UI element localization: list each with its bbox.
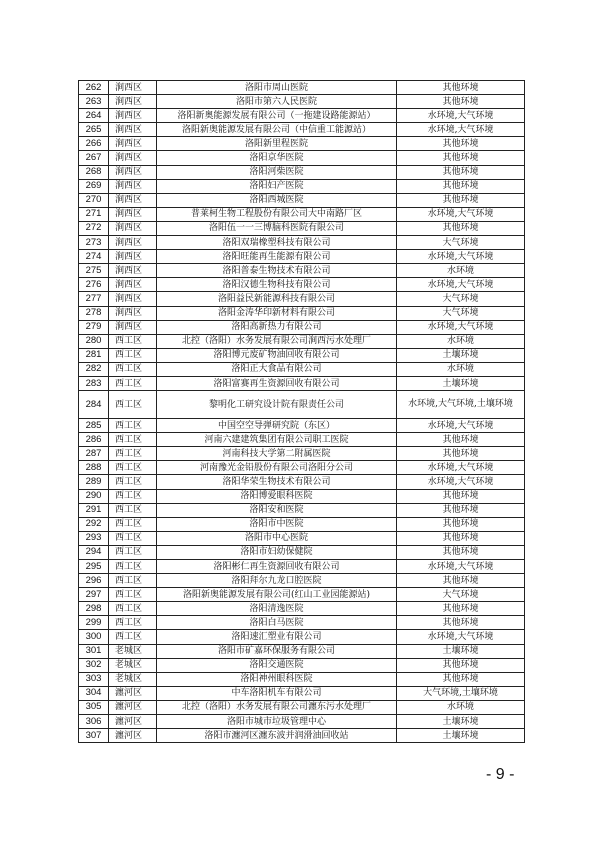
enterprise-name-cell: 北控（洛阳）水务发展有限公司瀍东污水处理厂 — [157, 700, 397, 714]
environment-type-cell: 其他环境 — [397, 137, 525, 151]
environment-type-cell: 土壤环境 — [397, 348, 525, 362]
row-number: 269 — [79, 179, 109, 193]
district-cell: 西工区 — [109, 334, 157, 348]
table-row — [79, 193, 525, 207]
row-number: 297 — [79, 588, 109, 602]
table-row — [79, 292, 525, 306]
enterprise-name-cell: 洛阳博元废矿物油回收有限公司 — [157, 348, 397, 362]
table-row — [79, 461, 525, 475]
district-cell: 西工区 — [109, 433, 157, 447]
environment-type-cell: 其他环境 — [397, 616, 525, 630]
enterprise-name-cell: 洛阳旺能再生能源有限公司 — [157, 250, 397, 264]
enterprise-name-cell: 洛阳白马医院 — [157, 616, 397, 630]
enterprise-name-cell: 河南豫光金铅股份有限公司洛阳分公司 — [157, 461, 397, 475]
enterprise-name-cell: 洛阳博爱眼科医院 — [157, 489, 397, 503]
row-number: 286 — [79, 433, 109, 447]
table-row — [79, 81, 525, 95]
row-number: 262 — [79, 81, 109, 95]
table-row — [79, 165, 525, 179]
district-cell: 西工区 — [109, 475, 157, 489]
district-cell: 西工区 — [109, 560, 157, 574]
table-row — [79, 531, 525, 545]
table-row — [79, 686, 525, 700]
environment-type-cell: 水环境,大气环境 — [397, 630, 525, 644]
enterprise-name-cell: 洛阳拜尔九龙口腔医院 — [157, 574, 397, 588]
district-cell: 涧西区 — [109, 123, 157, 137]
table-row — [79, 616, 525, 630]
district-cell: 西工区 — [109, 348, 157, 362]
enterprise-name-cell: 洛阳河柴医院 — [157, 165, 397, 179]
environment-type-cell: 其他环境 — [397, 672, 525, 686]
district-cell: 西工区 — [109, 545, 157, 559]
table-row — [79, 545, 525, 559]
table-row — [79, 278, 525, 292]
district-cell: 西工区 — [109, 362, 157, 376]
enterprise-name-cell: 洛阳妇产医院 — [157, 179, 397, 193]
environment-type-cell: 水环境,大气环境 — [397, 278, 525, 292]
row-number: 289 — [79, 475, 109, 489]
enterprise-name-cell: 洛阳伍一一三博脑科医院有限公司 — [157, 221, 397, 235]
environment-type-cell: 水环境,大气环境 — [397, 250, 525, 264]
district-cell: 瀍河区 — [109, 715, 157, 729]
row-number: 272 — [79, 221, 109, 235]
environment-type-cell: 水环境,大气环境 — [397, 207, 525, 221]
environment-type-cell: 其他环境 — [397, 193, 525, 207]
district-cell: 西工区 — [109, 517, 157, 531]
row-number: 270 — [79, 193, 109, 207]
enterprise-name-cell: 洛阳新奥能源发展有限公司（一拖建设路能源站） — [157, 109, 397, 123]
row-number: 293 — [79, 531, 109, 545]
environment-type-cell: 大气环境 — [397, 292, 525, 306]
table-row — [79, 179, 525, 193]
table-row — [79, 334, 525, 348]
enterprise-name-cell: 洛阳安和医院 — [157, 503, 397, 517]
row-number: 304 — [79, 686, 109, 700]
row-number: 295 — [79, 560, 109, 574]
table-row — [79, 221, 525, 235]
district-cell: 西工区 — [109, 376, 157, 390]
table-row — [79, 560, 525, 574]
district-cell: 西工区 — [109, 574, 157, 588]
table-row — [79, 362, 525, 376]
enterprise-name-cell: 洛阳市周山医院 — [157, 81, 397, 95]
environment-type-cell: 大气环境 — [397, 306, 525, 320]
environment-type-cell: 其他环境 — [397, 503, 525, 517]
district-cell: 涧西区 — [109, 264, 157, 278]
row-number: 266 — [79, 137, 109, 151]
environment-type-cell: 土壤环境 — [397, 644, 525, 658]
row-number: 282 — [79, 362, 109, 376]
table-row — [79, 489, 525, 503]
row-number: 299 — [79, 616, 109, 630]
district-cell: 老城区 — [109, 672, 157, 686]
district-cell: 西工区 — [109, 503, 157, 517]
environment-type-cell: 土壤环境 — [397, 715, 525, 729]
district-cell: 涧西区 — [109, 109, 157, 123]
table-row — [79, 475, 525, 489]
environment-type-cell: 大气环境,土壤环境 — [397, 686, 525, 700]
row-number: 296 — [79, 574, 109, 588]
table-row — [79, 109, 525, 123]
row-number: 285 — [79, 419, 109, 433]
district-cell: 涧西区 — [109, 193, 157, 207]
enterprise-name-cell: 普莱柯生物工程股份有限公司大中南路厂区 — [157, 207, 397, 221]
district-cell: 老城区 — [109, 658, 157, 672]
row-number: 263 — [79, 95, 109, 109]
table-row — [79, 376, 525, 390]
district-cell: 涧西区 — [109, 151, 157, 165]
table-row — [79, 250, 525, 264]
table-row — [79, 419, 525, 433]
district-cell: 涧西区 — [109, 95, 157, 109]
environment-type-cell: 大气环境 — [397, 236, 525, 250]
district-cell: 西工区 — [109, 616, 157, 630]
environment-type-cell: 其他环境 — [397, 545, 525, 559]
environment-type-cell: 水环境,大气环境 — [397, 461, 525, 475]
district-cell: 涧西区 — [109, 292, 157, 306]
enterprise-name-cell: 洛阳益民新能源科技有限公司 — [157, 292, 397, 306]
enterprise-name-cell: 洛阳速汇塑业有限公司 — [157, 630, 397, 644]
table-row — [79, 672, 525, 686]
table-row — [79, 729, 525, 743]
table-row — [79, 306, 525, 320]
district-cell: 西工区 — [109, 391, 157, 419]
district-cell: 涧西区 — [109, 137, 157, 151]
row-number: 290 — [79, 489, 109, 503]
row-number: 284 — [79, 391, 109, 419]
enterprise-name-cell: 洛阳西城医院 — [157, 193, 397, 207]
enterprise-name-cell: 洛阳交通医院 — [157, 658, 397, 672]
environment-type-cell: 其他环境 — [397, 81, 525, 95]
table-row — [79, 236, 525, 250]
environment-type-cell: 其他环境 — [397, 165, 525, 179]
enterprise-list-table — [78, 80, 525, 743]
enterprise-name-cell: 黎明化工研究设计院有限责任公司 — [157, 391, 397, 419]
row-number: 294 — [79, 545, 109, 559]
environment-type-cell: 水环境 — [397, 362, 525, 376]
environment-type-cell: 其他环境 — [397, 531, 525, 545]
table-row — [79, 320, 525, 334]
enterprise-name-cell: 洛阳新里程医院 — [157, 137, 397, 151]
table-row — [79, 137, 525, 151]
row-number: 281 — [79, 348, 109, 362]
table-row — [79, 658, 525, 672]
enterprise-name-cell: 洛阳高新热力有限公司 — [157, 320, 397, 334]
row-number: 307 — [79, 729, 109, 743]
environment-type-cell: 水环境,大气环境 — [397, 419, 525, 433]
table-row — [79, 447, 525, 461]
row-number: 283 — [79, 376, 109, 390]
row-number: 298 — [79, 602, 109, 616]
row-number: 275 — [79, 264, 109, 278]
table-row — [79, 391, 525, 419]
environment-type-cell: 大气环境 — [397, 588, 525, 602]
environment-type-cell: 土壤环境 — [397, 376, 525, 390]
enterprise-name-cell: 洛阳华荣生物技术有限公司 — [157, 475, 397, 489]
table-row — [79, 348, 525, 362]
district-cell: 涧西区 — [109, 221, 157, 235]
environment-type-cell: 水环境,大气环境 — [397, 320, 525, 334]
enterprise-name-cell: 洛阳彬仁再生资源回收有限公司 — [157, 560, 397, 574]
table-row — [79, 517, 525, 531]
district-cell: 涧西区 — [109, 236, 157, 250]
enterprise-name-cell: 洛阳市城市垃圾管理中心 — [157, 715, 397, 729]
row-number: 265 — [79, 123, 109, 137]
row-number: 268 — [79, 165, 109, 179]
enterprise-name-cell: 中车洛阳机车有限公司 — [157, 686, 397, 700]
row-number: 264 — [79, 109, 109, 123]
enterprise-name-cell: 洛阳市中心医院 — [157, 531, 397, 545]
district-cell: 涧西区 — [109, 165, 157, 179]
row-number: 303 — [79, 672, 109, 686]
environment-type-cell: 其他环境 — [397, 574, 525, 588]
district-cell: 老城区 — [109, 644, 157, 658]
row-number: 278 — [79, 306, 109, 320]
enterprise-name-cell: 洛阳神州眼科医院 — [157, 672, 397, 686]
enterprise-name-cell: 洛阳市第六人民医院 — [157, 95, 397, 109]
table-row — [79, 264, 525, 278]
table-row — [79, 588, 525, 602]
table-row — [79, 151, 525, 165]
enterprise-name-cell: 洛阳市矿嘉环保服务有限公司 — [157, 644, 397, 658]
table-row — [79, 630, 525, 644]
page-number: - 9 - — [486, 766, 515, 783]
row-number: 291 — [79, 503, 109, 517]
environment-type-cell: 水环境 — [397, 334, 525, 348]
table-row — [79, 715, 525, 729]
enterprise-name-cell: 洛阳金涛华印新材料有限公司 — [157, 306, 397, 320]
row-number: 292 — [79, 517, 109, 531]
district-cell: 涧西区 — [109, 320, 157, 334]
enterprise-name-cell: 河南科技大学第二附属医院 — [157, 447, 397, 461]
environment-type-cell: 其他环境 — [397, 179, 525, 193]
district-cell: 涧西区 — [109, 179, 157, 193]
table-row — [79, 644, 525, 658]
district-cell: 涧西区 — [109, 306, 157, 320]
environment-type-cell: 水环境 — [397, 264, 525, 278]
district-cell: 瀍河区 — [109, 729, 157, 743]
environment-type-cell: 其他环境 — [397, 447, 525, 461]
environment-type-cell: 其他环境 — [397, 95, 525, 109]
district-cell: 西工区 — [109, 419, 157, 433]
district-cell: 涧西区 — [109, 207, 157, 221]
district-cell: 西工区 — [109, 630, 157, 644]
table-row — [79, 433, 525, 447]
district-cell: 西工区 — [109, 461, 157, 475]
table-row — [79, 700, 525, 714]
table-row — [79, 503, 525, 517]
district-cell: 西工区 — [109, 489, 157, 503]
row-number: 277 — [79, 292, 109, 306]
enterprise-name-cell: 洛阳市瀍河区瀍东波并润滑油回收站 — [157, 729, 397, 743]
table-body — [79, 81, 525, 743]
environment-type-cell: 水环境,大气环境 — [397, 123, 525, 137]
enterprise-name-cell: 洛阳普泰生物技术有限公司 — [157, 264, 397, 278]
enterprise-name-cell: 洛阳汉德生物科技有限公司 — [157, 278, 397, 292]
environment-type-cell: 其他环境 — [397, 433, 525, 447]
enterprise-name-cell: 北控（洛阳）水务发展有限公司涧西污水处理厂 — [157, 334, 397, 348]
enterprise-name-cell: 洛阳新奥能源发展有限公司（中信重工能源站） — [157, 123, 397, 137]
environment-type-cell: 水环境,大气环境 — [397, 109, 525, 123]
enterprise-name-cell: 洛阳新奥能源发展有限公司(红山工业园能源站) — [157, 588, 397, 602]
table-row — [79, 602, 525, 616]
district-cell: 瀍河区 — [109, 686, 157, 700]
row-number: 288 — [79, 461, 109, 475]
table-row — [79, 574, 525, 588]
row-number: 276 — [79, 278, 109, 292]
row-number: 279 — [79, 320, 109, 334]
environment-type-cell: 其他环境 — [397, 602, 525, 616]
row-number: 306 — [79, 715, 109, 729]
enterprise-name-cell: 河南六建建筑集团有限公司职工医院 — [157, 433, 397, 447]
table-row — [79, 95, 525, 109]
environment-type-cell: 水环境,大气环境 — [397, 560, 525, 574]
environment-type-cell: 其他环境 — [397, 517, 525, 531]
row-number: 271 — [79, 207, 109, 221]
enterprise-name-cell: 洛阳市妇幼保健院 — [157, 545, 397, 559]
row-number: 305 — [79, 700, 109, 714]
enterprise-name-cell: 中国空空导弹研究院（东区） — [157, 419, 397, 433]
district-cell: 瀍河区 — [109, 700, 157, 714]
row-number: 273 — [79, 236, 109, 250]
row-number: 274 — [79, 250, 109, 264]
district-cell: 涧西区 — [109, 250, 157, 264]
environment-type-cell: 土壤环境 — [397, 729, 525, 743]
environment-type-cell: 其他环境 — [397, 658, 525, 672]
environment-type-cell: 其他环境 — [397, 151, 525, 165]
enterprise-name-cell: 洛阳清逸医院 — [157, 602, 397, 616]
environment-type-cell: 水环境,大气环境,土壤环境 — [397, 391, 525, 419]
environment-type-cell: 水环境,大气环境 — [397, 475, 525, 489]
enterprise-name-cell: 洛阳京华医院 — [157, 151, 397, 165]
row-number: 300 — [79, 630, 109, 644]
district-cell: 西工区 — [109, 602, 157, 616]
enterprise-name-cell: 洛阳富赛再生资源回收有限公司 — [157, 376, 397, 390]
enterprise-name-cell: 洛阳双瑞橡塑科技有限公司 — [157, 236, 397, 250]
row-number: 302 — [79, 658, 109, 672]
row-number: 267 — [79, 151, 109, 165]
enterprise-name-cell: 洛阳正大食品有限公司 — [157, 362, 397, 376]
environment-type-cell: 水环境 — [397, 700, 525, 714]
table-row — [79, 207, 525, 221]
district-cell: 涧西区 — [109, 81, 157, 95]
district-cell: 西工区 — [109, 531, 157, 545]
environment-type-cell: 其他环境 — [397, 489, 525, 503]
environment-type-cell: 其他环境 — [397, 221, 525, 235]
row-number: 280 — [79, 334, 109, 348]
table-row — [79, 123, 525, 137]
enterprise-name-cell: 洛阳市中医院 — [157, 517, 397, 531]
district-cell: 西工区 — [109, 447, 157, 461]
row-number: 287 — [79, 447, 109, 461]
row-number: 301 — [79, 644, 109, 658]
district-cell: 西工区 — [109, 588, 157, 602]
district-cell: 涧西区 — [109, 278, 157, 292]
